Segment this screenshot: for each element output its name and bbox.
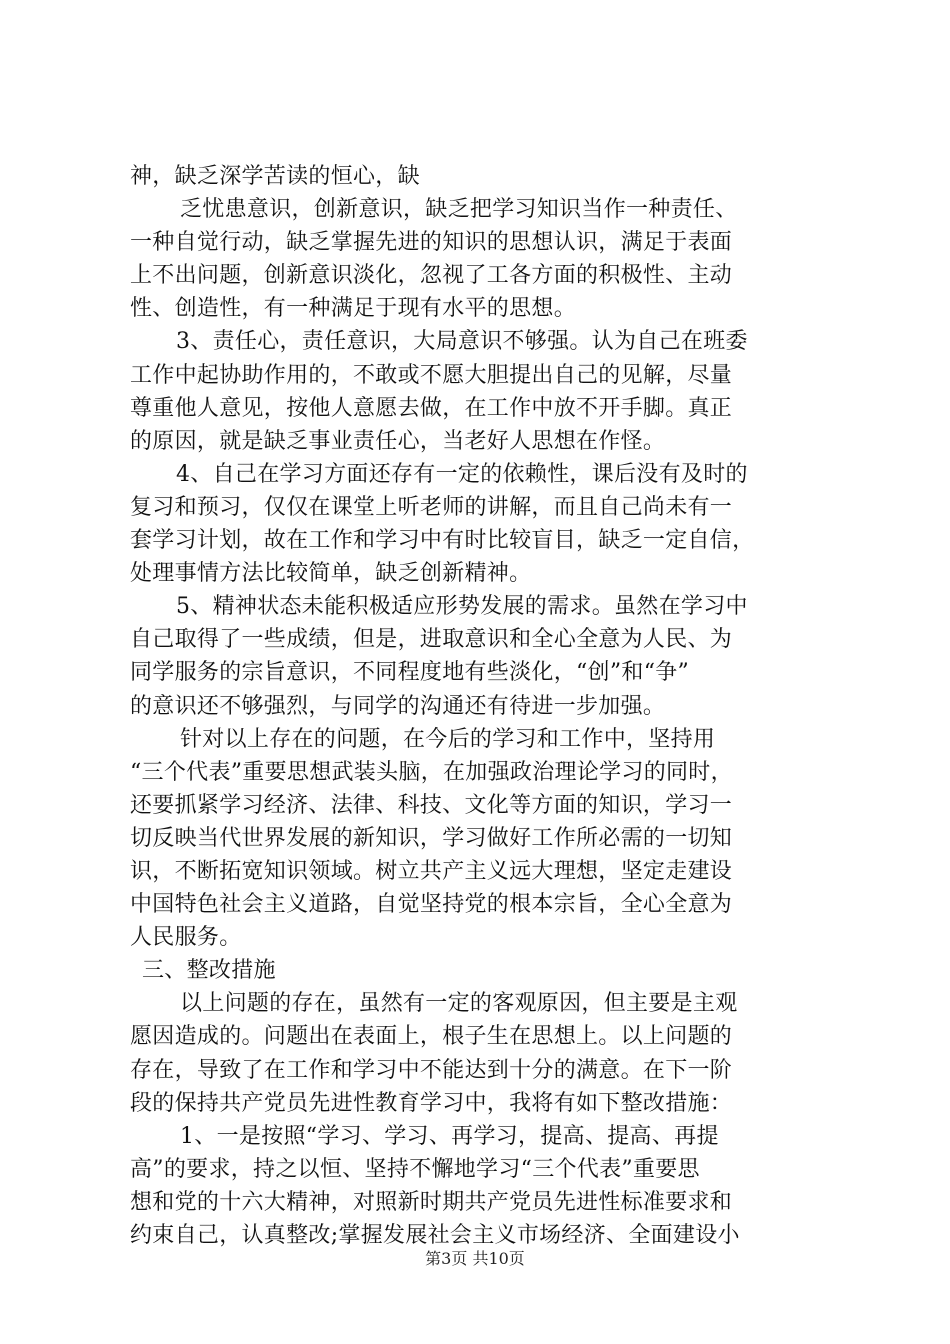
text-line: 一种自觉行动，缺乏掌握先进的知识的思想认识，满足于表面 bbox=[130, 230, 733, 256]
text-line: 切反映当代世界发展的新知识，学习做好工作所必需的一切知 bbox=[130, 825, 733, 851]
text-line: 4、自己在学习方面还存有一定的依赖性，课后没有及时的 bbox=[176, 461, 748, 487]
text-line: 高”的要求，持之以恒、坚持不懈地学习“三个代表”重要思 bbox=[130, 1156, 700, 1182]
text-line: 处理事情方法比较简单，缺乏创新精神。 bbox=[130, 561, 532, 587]
text-line: 想和党的十六大精神，对照新时期共产党员先进性标准要求和 bbox=[130, 1189, 733, 1215]
text-line: 人民服务。 bbox=[130, 925, 242, 951]
text-line: 愿因造成的。问题出在表面上，根子生在思想上。以上问题的 bbox=[130, 1024, 733, 1050]
text-line: 存在，导致了在工作和学习中不能达到十分的满意。在下一阶 bbox=[130, 1057, 733, 1083]
text-line: 以上问题的存在，虽然有一定的客观原因，但主要是主观 bbox=[180, 991, 738, 1017]
text-line: 同学服务的宗旨意识，不同程度地有些淡化，“创”和“争” bbox=[130, 660, 690, 686]
text-line: 约束自己，认真整改;掌握发展社会主义市场经济、全面建设小 bbox=[130, 1223, 740, 1248]
text-line: 的原因，就是缺乏事业责任心，当老好人思想在作怪。 bbox=[130, 428, 666, 454]
text-line: 自己取得了一些成绩，但是，进取意识和全心全意为人民、为 bbox=[130, 627, 733, 653]
text-line: 尊重他人意见，按他人意愿去做，在工作中放不开手脚。真正 bbox=[130, 395, 733, 421]
section-heading: 三、整改措施 bbox=[142, 958, 276, 984]
text-line: 中国特色社会主义道路，自觉坚持党的根本宗旨，全心全意为 bbox=[130, 892, 733, 918]
text-line: 还要抓紧学习经济、法律、科技、文化等方面的知识，学习一 bbox=[130, 792, 733, 818]
text-line: 3、责任心，责任意识，大局意识不够强。认为自己在班委 bbox=[176, 329, 748, 355]
text-line: 上不出问题，创新意识淡化，忽视了工各方面的积极性、主动 bbox=[130, 263, 733, 289]
page-footer: 第3页 共10页 bbox=[425, 1249, 525, 1268]
text-line: 1、一是按照“学习、学习、再学习，提高、提高、再提 bbox=[180, 1123, 719, 1149]
text-line: 5、精神状态未能积极适应形势发展的需求。虽然在学习中 bbox=[176, 594, 748, 620]
document-body bbox=[130, 160, 830, 1252]
text-line: 套学习计划，故在工作和学习中有时比较盲目，缺乏一定自信， bbox=[130, 528, 755, 554]
text-line: 复习和预习，仅仅在课堂上听老师的讲解，而且自己尚未有一 bbox=[130, 494, 733, 520]
text-line: 针对以上存在的问题，在今后的学习和工作中，坚持用 bbox=[180, 726, 716, 752]
text-line: 工作中起协助作用的，不敢或不愿大胆提出自己的见解，尽量 bbox=[130, 362, 733, 388]
text-line: “三个代表”重要思想武装头脑，在加强政治理论学习的同时， bbox=[130, 759, 733, 785]
text-line: 段的保持共产党员先进性教育学习中，我将有如下整改措施： bbox=[130, 1090, 733, 1116]
text-line: 乏忧患意识，创新意识，缺乏把学习知识当作一种责任、 bbox=[180, 197, 738, 223]
text-line: 识，不断拓宽知识领域。树立共产主义远大理想，坚定走建设 bbox=[130, 858, 733, 884]
text-line: 神，缺乏深学苦读的恒心，缺 bbox=[130, 164, 420, 189]
text-line: 的意识还不够强烈，与同学的沟通还有待进一步加强。 bbox=[130, 693, 666, 719]
text-line: 性、创造性，有一种满足于现有水平的思想。 bbox=[130, 296, 577, 322]
